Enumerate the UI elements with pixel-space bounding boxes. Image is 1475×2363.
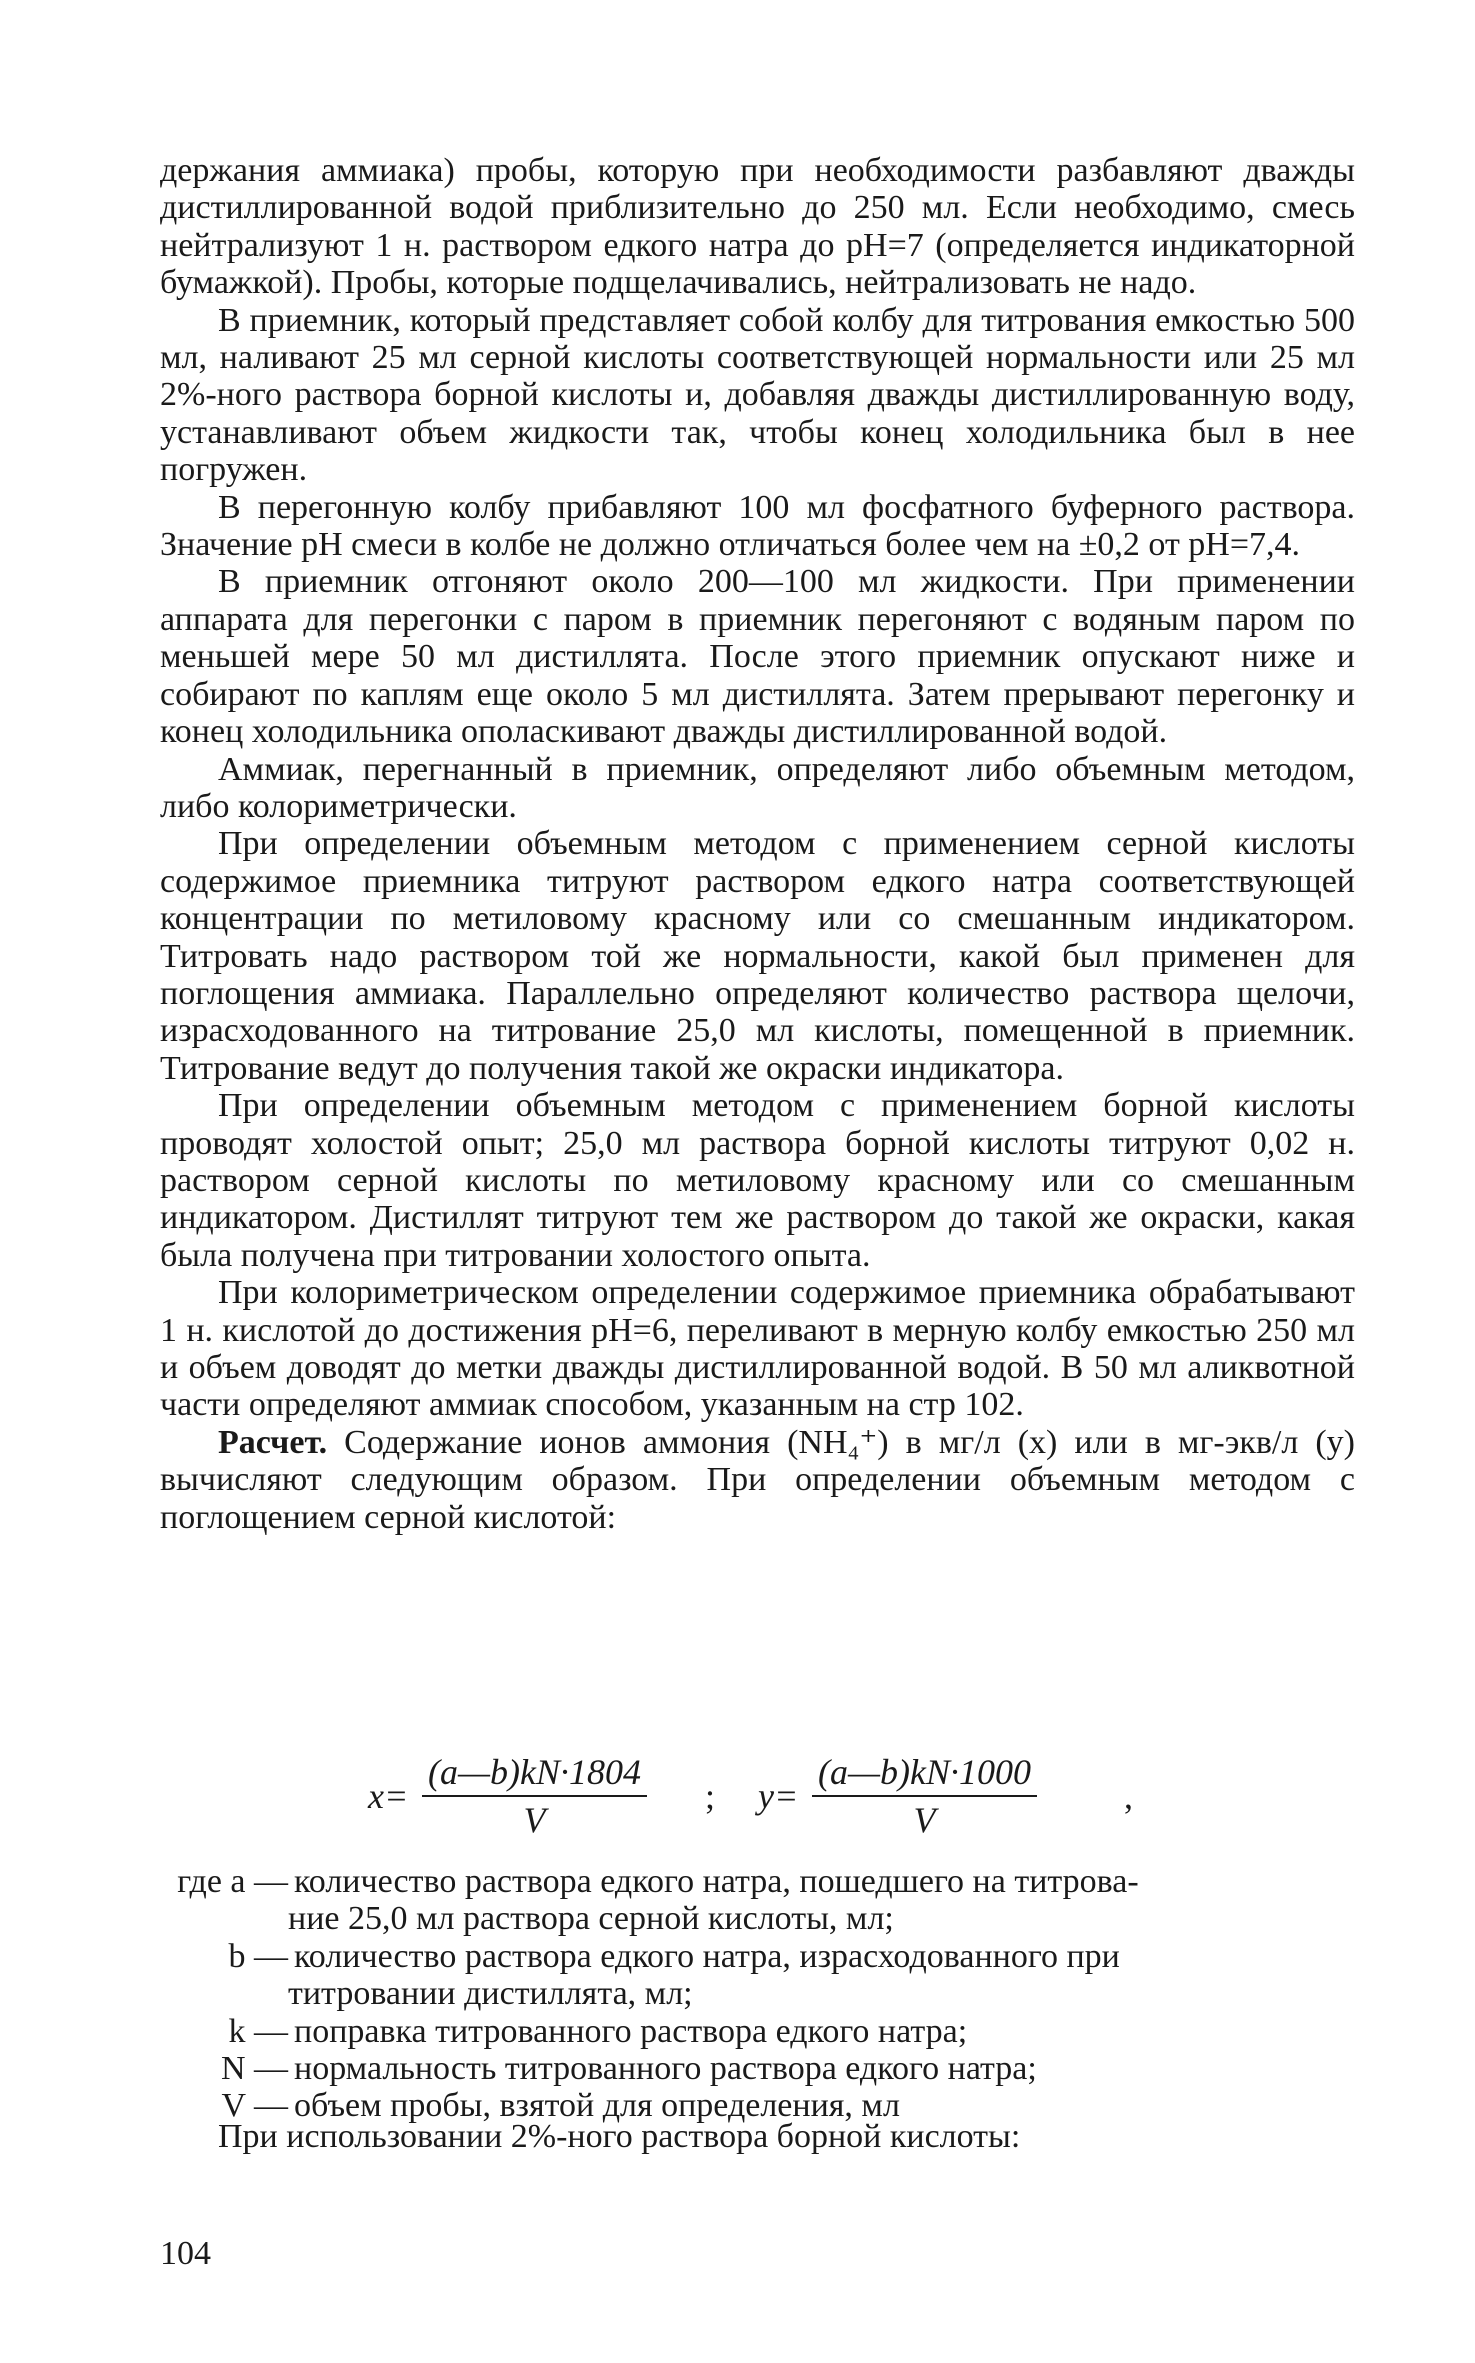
- paragraph-4: В приемник отгоняют около 200—100 мл жидкости. При применении аппарата для перегонки с паром в приемник перегоняют с водяным паром по меньшей мере 50 мл дистиллята. После этого приемник опускают ниже и собирают по каплям еще около 5 мл дистиллята. Затем прерывают перегонку и конец холодильника ополаскивают дважды дистиллированной водой.: [160, 563, 1355, 751]
- legend-symbol: где a —: [177, 1863, 288, 1900]
- formula-x-label: x=: [368, 1776, 409, 1816]
- legend-symbol: b —: [228, 1937, 288, 1975]
- legend-item-k: [160, 2013, 1320, 2050]
- paragraph-5: Аммиак, перегнанный в приемник, определяют либо объемным методом, либо колориметрически.: [160, 750, 1355, 825]
- paragraph-2: В приемник, который представляет собой колбу для титрования емкостью 500 мл, наливают 25 мл серной кислоты соответствующей нормальности или 25 мл 2%-ного раствора борной кислоты и, добавляя дважды дистиллированную воду, устанавливают объем жидкости так, чтобы конец холодильника был в нее погружен.: [160, 301, 1355, 489]
- legend-text: количество раствора едкого натра, израсходованного при: [294, 1937, 1120, 1975]
- formula-y-label: y=: [758, 1776, 799, 1816]
- legend-list: [160, 1863, 1320, 2125]
- paragraph-7: При определении объемным методом с применением борной кислоты проводят холостой опыт; 25,0 мл раствора борной кислоты титруют 0,02 н. раствором серной кислоты по метиловому красному или со смешанным индикатором. Дистиллят титруют тем же раствором до такой же окраски, какая была получена при титровании холостого опыта.: [160, 1087, 1355, 1274]
- legend-text: титровании дистиллята, мл;: [288, 1975, 693, 2013]
- legend-symbol: N —: [220, 2050, 288, 2088]
- boric-acid-line: При использовании 2%-ного раствора борной кислоты:: [218, 2118, 1021, 2155]
- legend-symbol: V —: [221, 2087, 288, 2125]
- calculation-paragraph: [160, 1424, 1355, 1536]
- formula-y-denominator: V: [913, 1800, 936, 1840]
- legend-item-n: [160, 2050, 1320, 2087]
- formula-x-fraction: [422, 1751, 647, 1841]
- legend-item-b: [160, 1938, 1320, 1975]
- legend-text: нормальность титрованного раствора едкого натра;: [294, 2050, 1037, 2088]
- legend-symbol: [160, 1900, 288, 1937]
- formula-y-fraction: [812, 1751, 1037, 1841]
- legend-text: количество раствора едкого натра, пошедшего на титрова-: [294, 1863, 1139, 1900]
- paragraph-1: держания аммиака) пробы, которую при необходимости разбавляют дважды дистиллированной водой приблизительно до 250 мл. Если необходимо, смесь нейтрализуют 1 н. раствором едкого натра до pH=7 (определяется индикаторной бумажкой). Пробы, которые подщелачивались, нейтрализовать не надо.: [160, 152, 1355, 302]
- formula-separator: ;: [705, 1776, 716, 1816]
- paragraph-3: В перегонную колбу прибавляют 100 мл фосфатного буферного раствора. Значение pH смеси в колбе не должно отличаться более чем на ±0,2 от pH=7,4.: [160, 488, 1355, 564]
- calculation-text: Содержание ионов аммония (NH₄⁺) в мг/л (x) или в мг-экв/л (y) вычисляют следующим образом. При определении объемным методом с поглощением серной кислотой:: [160, 1423, 1355, 1536]
- legend-text: ние 25,0 мл раствора серной кислоты, мл;: [288, 1900, 894, 1938]
- legend-symbol: [160, 1975, 288, 2012]
- page-number: 104: [160, 2235, 211, 2272]
- body-text: [160, 152, 1355, 1536]
- formula-x-numerator: (a—b)kN·1804: [422, 1751, 647, 1797]
- formula-y-numerator: (a—b)kN·1000: [812, 1751, 1037, 1797]
- paragraph-8: При колориметрическом определении содержимое приемника обрабатывают 1 н. кислотой до достижения pH=6, переливают в мерную колбу емкостью 250 мл и объем доводят до метки дважды дистиллированной водой. В 50 мл аликвотной части определяют аммиак способом, указанным на стр 102.: [160, 1274, 1355, 1424]
- calculation-heading: Расчет.: [218, 1423, 328, 1461]
- formula-x-denominator: V: [523, 1800, 546, 1840]
- legend-item-a-cont: [160, 1900, 1320, 1937]
- formula-end: ,: [1124, 1776, 1133, 1816]
- legend-symbol: k —: [228, 2012, 288, 2050]
- legend-item-a: [160, 1863, 1320, 1900]
- legend-text: объем пробы, взятой для определения, мл: [294, 2087, 900, 2125]
- legend-item-b-cont: [160, 1975, 1320, 2012]
- paragraph-6: При определении объемным методом с применением серной кислоты содержимое приемника титруют раствором едкого натра соответствующей концентрации по метиловому красному или со смешанным индикатором. Титровать надо раствором той же нормальности, какой был применен для поглощения аммиака. Параллельно определяют количество раствора щелочи, израсходованного на титрование 25,0 мл кислоты, помещенной в приемник. Титрование ведут до получения такой же окраски индикатора.: [160, 825, 1355, 1087]
- formula: [360, 1745, 1160, 1855]
- legend-text: поправка титрованного раствора едкого натра;: [294, 2012, 968, 2050]
